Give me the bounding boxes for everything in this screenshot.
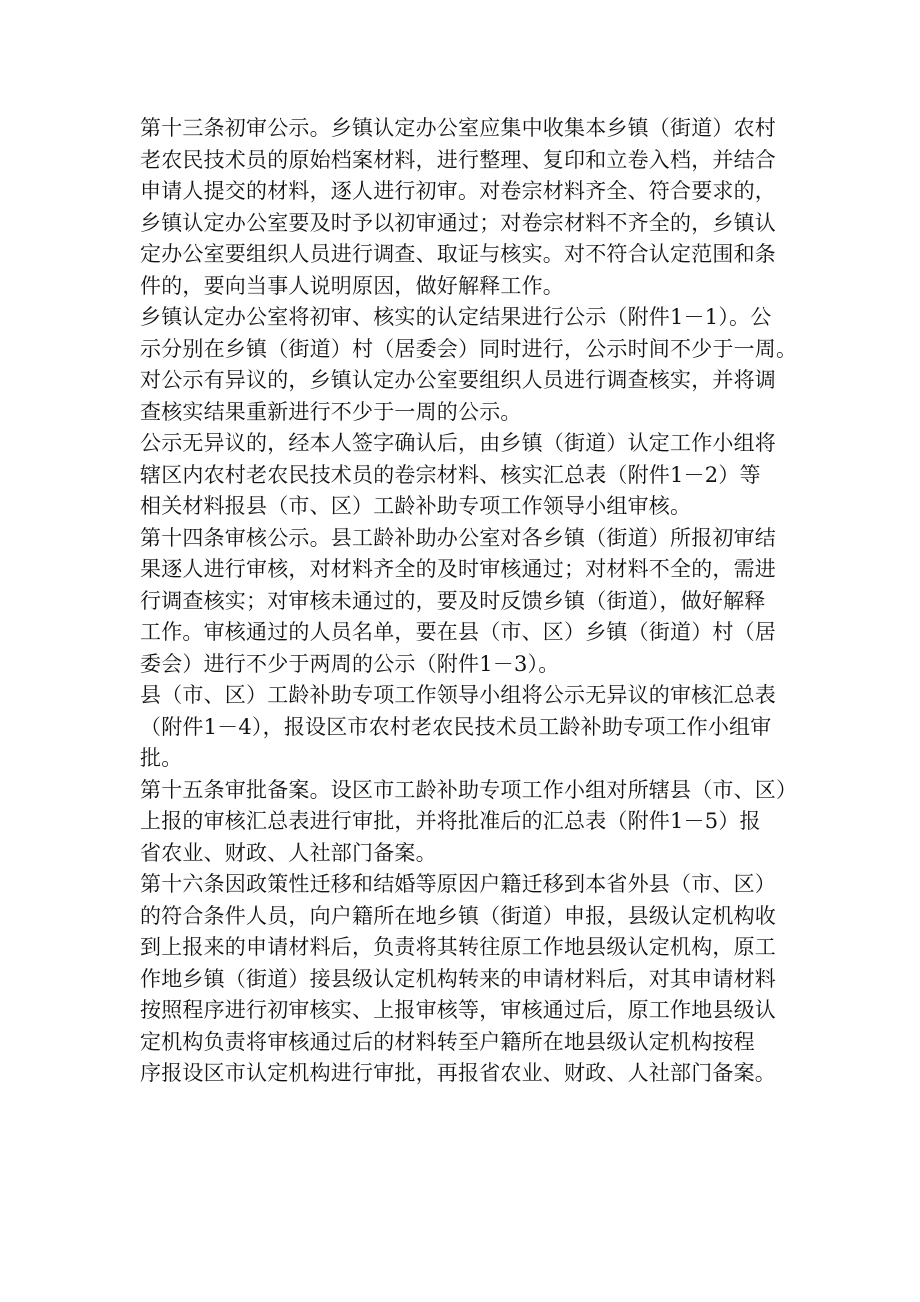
text-line: 作地乡镇（街道）接县级认定机构转来的申请材料后，对其申请材料: [140, 966, 776, 991]
text-line: 序报设区市认定机构进行审批，再报省农业、财政、人社部门备案。: [140, 1061, 776, 1085]
text-line: 批。: [140, 746, 183, 770]
text-line: （附件1－4），报设区市农村老农民技术员工龄补助专项工作小组审: [140, 714, 772, 739]
text-line: 工作。审核通过的人员名单，要在县（市、区）乡镇（街道）村（居: [140, 620, 776, 644]
text-line: 第十五条审批备案。设区市工龄补助专项工作小组对所辖县（市、区）: [140, 777, 798, 802]
text-line: 第十六条因政策性迁移和结婚等原因户籍迁移到本省外县（市、区）: [140, 872, 776, 896]
text-line: 果逐人进行审核，对材料齐全的及时审核通过；对材料不全的，需进: [140, 557, 776, 581]
text-line: 上报的审核汇总表进行审批，并将批准后的汇总表（附件1－5）报: [140, 809, 761, 833]
text-line: 行调查核实；对审核未通过的，要及时反馈乡镇（街道），做好解释: [140, 588, 766, 613]
text-line: 的符合条件人员，向户籍所在地乡镇（街道）申报，县级认定机构收: [140, 903, 776, 928]
text-line: 乡镇认定办公室要及时予以初审通过；对卷宗材料不齐全的，乡镇认: [140, 210, 776, 235]
text-line: 乡镇认定办公室将初审、核实的认定结果进行公示（附件1－1）。公: [140, 305, 772, 329]
text-line: 件的，要向当事人说明原因，做好解释工作。: [140, 273, 564, 298]
text-line: 相关材料报县（市、区）工龄补助专项工作领导小组审核。: [140, 494, 692, 518]
text-line: 定机构负责将审核通过后的材料转至户籍所在地县级认定机构按程: [140, 1029, 755, 1054]
text-line: 老农民技术员的原始档案材料，进行整理、复印和立卷入档，并结合: [140, 147, 776, 172]
text-line: 到上报来的申请材料后，负责将其转往原工作地县级认定机构，原工: [140, 935, 776, 959]
text-line: 公示无异议的，经本人签字确认后，由乡镇（街道）认定工作小组将: [140, 431, 776, 455]
text-line: 定办公室要组织人员进行调查、取证与核实。对不符合认定范围和条: [140, 242, 776, 266]
text-line: 申请人提交的材料，逐人进行初审。对卷宗材料齐全、符合要求的，: [140, 179, 776, 203]
text-line: 第十四条审核公示。县工龄补助办公室对各乡镇（街道）所报初审结: [140, 525, 776, 550]
text-line: 县（市、区）工龄补助专项工作领导小组将公示无异议的审核汇总表: [140, 683, 776, 707]
text-line: 示分别在乡镇（街道）村（居委会）同时进行，公示时间不少于一周。: [140, 336, 798, 361]
text-line: 按照程序进行初审核实、上报审核等，审核通过后，原工作地县级认: [140, 998, 776, 1022]
text-line: 对公示有异议的，乡镇认定办公室要组织人员进行调查核实，并将调: [140, 368, 776, 392]
text-line: 辖区内农村老农民技术员的卷宗材料、核实汇总表（附件1－2）等: [140, 462, 761, 487]
text-line: 省农业、财政、人社部门备案。: [140, 840, 437, 865]
text-line: 查核实结果重新进行不少于一周的公示。: [140, 399, 522, 424]
text-line: 第十三条初审公示。乡镇认定办公室应集中收集本乡镇（街道）农村: [140, 116, 776, 140]
text-line: 委会）进行不少于两周的公示（附件1－3）。: [140, 651, 560, 676]
document-body: [140, 113, 798, 1090]
